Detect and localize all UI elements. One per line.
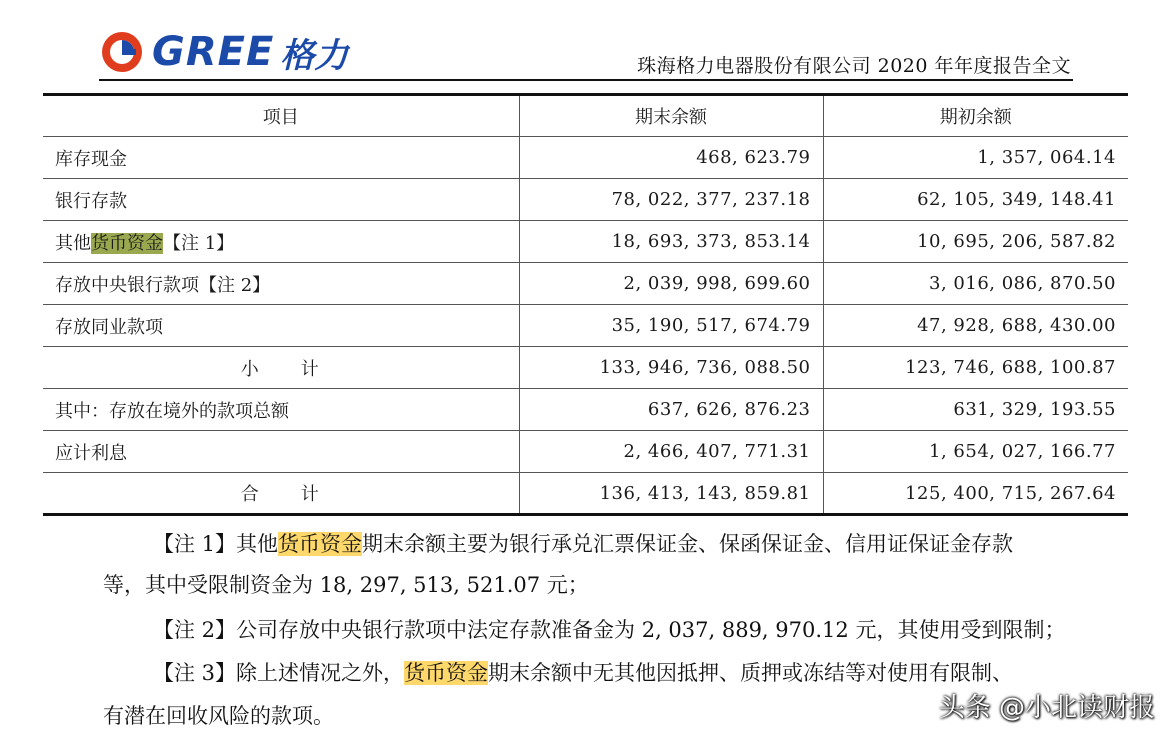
note-1-prefix: 【注 1】其他 — [153, 532, 279, 556]
column-header-item: 项目 — [43, 95, 519, 137]
gree-logo — [100, 28, 348, 76]
note-3-text: 期末余额中无其他因抵押、质押或冻结等对使用有限制、 — [488, 661, 1014, 685]
logo-chinese-text: 格力 — [280, 35, 349, 76]
column-header-opening-balance: 期初余额 — [823, 95, 1128, 137]
opening-balance-cell: 1, 654, 027, 166.77 — [823, 431, 1128, 473]
row-label: 存放同业款项 — [43, 305, 519, 347]
header-divider — [99, 79, 1073, 81]
row-label — [43, 221, 519, 263]
note-2: 【注 2】公司存放中央银行款项中法定存款准备金为 2, 037, 889, 970.12 元，其使用受到限制； — [153, 618, 1066, 642]
note-3-line-2: 有潜在回收风险的款项。 — [103, 704, 334, 728]
report-title: 珠海格力电器股份有限公司 2020 年年度报告全文 — [637, 55, 1071, 77]
opening-balance-cell: 62, 105, 349, 148.41 — [823, 179, 1128, 221]
table-header-row — [43, 95, 1128, 137]
row-label: 合 计 — [43, 473, 519, 515]
ending-balance-cell: 18, 693, 373, 853.14 — [519, 221, 823, 263]
gree-logo-icon — [100, 30, 144, 74]
ending-balance-cell: 35, 190, 517, 674.79 — [519, 305, 823, 347]
table-row — [43, 221, 1128, 263]
row-label: 库存现金 — [43, 137, 519, 179]
ending-balance-cell: 637, 626, 876.23 — [519, 389, 823, 431]
ending-balance-cell: 136, 413, 143, 859.81 — [519, 473, 823, 515]
note-3-line-1 — [153, 659, 1013, 687]
ending-balance-cell: 468, 623.79 — [519, 137, 823, 179]
table-row — [43, 431, 1128, 473]
note-1-highlight: 货币资金 — [278, 532, 363, 556]
subtotal-row — [43, 347, 1128, 389]
column-header-ending-balance: 期末余额 — [519, 95, 823, 137]
row-label-prefix: 其他 — [55, 232, 91, 254]
note-3-highlight: 货币资金 — [404, 661, 489, 685]
row-label: 银行存款 — [43, 179, 519, 221]
table-row — [43, 389, 1128, 431]
table-row — [43, 305, 1128, 347]
ending-balance-cell: 133, 946, 736, 088.50 — [519, 347, 823, 389]
logo-text: GREE — [152, 29, 275, 75]
table-row — [43, 179, 1128, 221]
note-1-line-2: 等，其中受限制资金为 18, 297, 513, 521.07 元； — [103, 573, 589, 597]
ending-balance-cell: 78, 022, 377, 237.18 — [519, 179, 823, 221]
row-label: 应计利息 — [43, 431, 519, 473]
monetary-funds-table — [43, 93, 1128, 516]
opening-balance-cell: 123, 746, 688, 100.87 — [823, 347, 1128, 389]
opening-balance-cell: 3, 016, 086, 870.50 — [823, 263, 1128, 305]
note-1-line-1 — [153, 530, 1013, 558]
row-label: 小 计 — [43, 347, 519, 389]
table-row — [43, 137, 1128, 179]
row-label-suffix: 【注 1】 — [163, 232, 235, 254]
row-label: 其中：存放在境外的款项总额 — [43, 389, 519, 431]
opening-balance-cell: 631, 329, 193.55 — [823, 389, 1128, 431]
opening-balance-cell: 125, 400, 715, 267.64 — [823, 473, 1128, 515]
opening-balance-cell: 1, 357, 064.14 — [823, 137, 1128, 179]
note-1-text: 期末余额主要为银行承兑汇票保证金、保函保证金、信用证保证金存款 — [362, 532, 1014, 556]
row-label-highlight: 货币资金 — [91, 232, 163, 254]
ending-balance-cell: 2, 466, 407, 771.31 — [519, 431, 823, 473]
opening-balance-cell: 10, 695, 206, 587.82 — [823, 221, 1128, 263]
row-label: 存放中央银行款项【注 2】 — [43, 263, 519, 305]
watermark: 头条 @小北读财报 — [938, 693, 1155, 723]
ending-balance-cell: 2, 039, 998, 699.60 — [519, 263, 823, 305]
opening-balance-cell: 47, 928, 688, 430.00 — [823, 305, 1128, 347]
table-row — [43, 263, 1128, 305]
note-3-prefix: 【注 3】除上述情况之外， — [153, 661, 405, 685]
total-row — [43, 473, 1128, 515]
